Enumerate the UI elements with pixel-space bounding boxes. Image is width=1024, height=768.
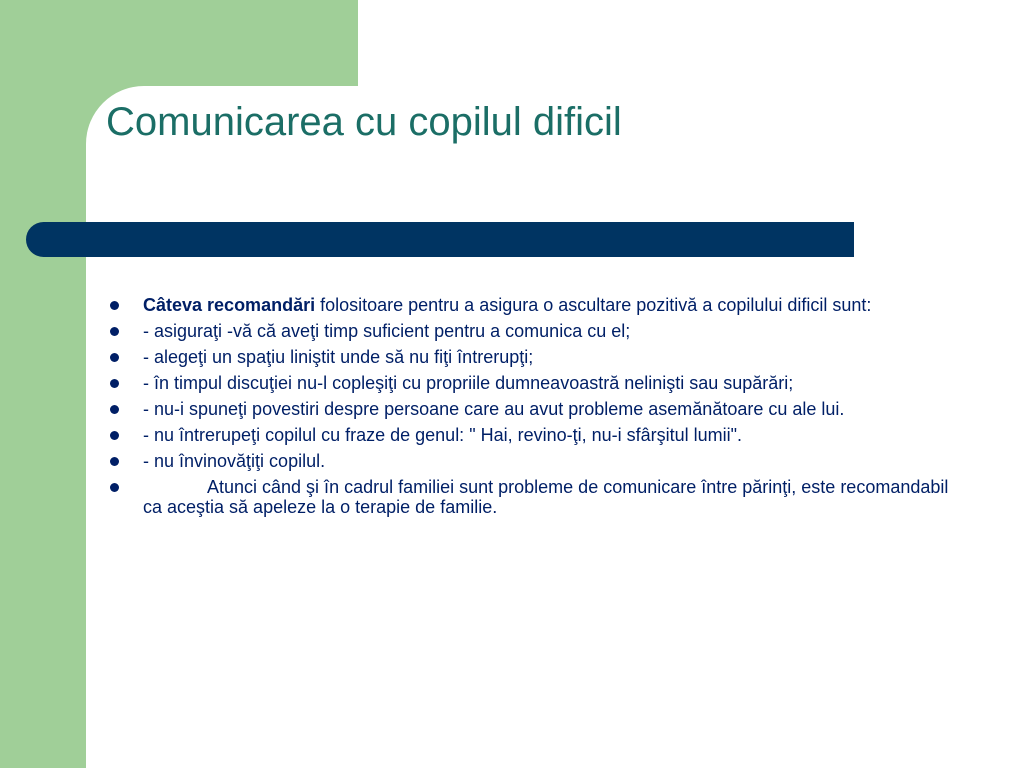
bullet-item [110, 425, 950, 445]
bullet-item [110, 477, 950, 517]
bullet-dot-icon [110, 405, 119, 414]
bullet-text: - alegeţi un spaţiu liniştit unde să nu fiţi întrerupţi; [143, 347, 534, 367]
bullet-item [110, 373, 950, 393]
bullet-bold-text: Câteva recomandări [143, 295, 316, 315]
bullet-text: - nu-i spuneţi povestiri despre persoane care au avut probleme asemănătoare cu ale lui. [143, 399, 845, 419]
bullet-dot-icon [110, 457, 119, 466]
bullet-text: - în timpul discuţiei nu-l copleşiţi cu propriile dumneavoastră nelinişti sau supărări; [143, 373, 794, 393]
bullet-item [110, 295, 950, 315]
bullet-list [110, 295, 950, 523]
bullet-dot-icon [110, 353, 119, 362]
bullet-item [110, 347, 950, 367]
bullet-dot-icon [110, 379, 119, 388]
bullet-text: folositoare pentru a asigura o ascultare pozitivă a copilului dificil sunt: [315, 295, 872, 315]
bullet-text: - nu întrerupeţi copilul cu fraze de genul: " Hai, revino-ţi, nu-i sfârşitul lumii". [143, 425, 743, 445]
bullet-item [110, 399, 950, 419]
bullet-item [110, 451, 950, 471]
bullet-dot-icon [110, 327, 119, 336]
bullet-text: Atunci când şi în cadrul familiei sunt probleme de comunicare între părinţi, este recomandabil ca aceştia să apeleze la o terapie de familie. [143, 477, 949, 517]
title-divider-bar [26, 222, 854, 257]
bullet-dot-icon [110, 431, 119, 440]
bullet-dot-icon [110, 483, 119, 492]
bullet-dot-icon [110, 301, 119, 310]
bullet-text: - nu învinovăţiţi copilul. [143, 451, 326, 471]
slide-title: Comunicarea cu copilul dificil [106, 100, 622, 144]
bullet-text: - asiguraţi -vă că aveţi timp suficient pentru a comunica cu el; [143, 321, 631, 341]
bullet-item [110, 321, 950, 341]
